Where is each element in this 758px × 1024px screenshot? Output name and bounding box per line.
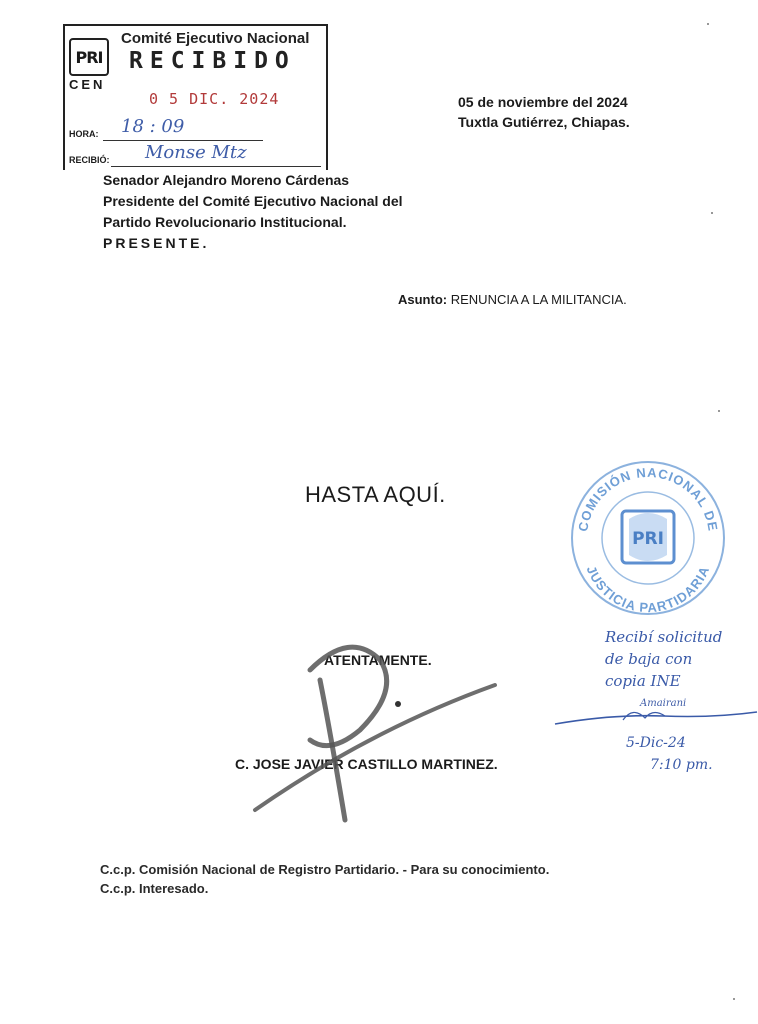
svg-text:JUSTICIA PARTIDARIA [584,563,713,615]
addressee-presente: PRESENTE. [103,235,210,251]
stamp-recibio-value: Monse Mtz [145,142,247,163]
subject-value: RENUNCIA A LA MILITANCIA. [450,292,627,307]
letter-date: 05 de noviembre del 2024 [458,94,628,110]
stamp-recibio-label: RECIBIÓ: [69,155,110,165]
subject-line [398,292,627,307]
stamp-org: Comité Ejecutivo Nacional [121,30,310,47]
stamp-received-word: RECIBIDO [129,48,296,74]
seal-logo-text: PRI [632,529,664,549]
stamp-hora-label: HORA: [69,129,99,139]
note-signature: Amairani [640,698,687,709]
letter-place: Tuxtla Gutiérrez, Chiapas. [458,114,630,130]
stamp-cen: CEN [69,77,106,92]
addressee-block [103,170,403,254]
scan-speck [707,23,709,25]
stamp-date: 0 5 DIC. 2024 [149,90,280,108]
scan-speck [711,212,713,214]
signer-name: C. JOSE JAVIER CASTILLO MARTINEZ. [235,756,498,772]
subject-label: Asunto: [398,292,448,307]
stamp-recibio-line [111,166,321,167]
note-signature-stroke [553,700,758,730]
note-time: 7:10 pm. [650,757,713,773]
seal-ring-top: COMISIÓN NACIONAL DE [575,464,721,533]
addressee-party: Partido Revolucionario Institucional. [103,214,347,230]
cc-line-1: C.c.p. Comisión Nacional de Registro Partidario. - Para su conocimiento. [100,862,550,877]
party-logo: PRI [69,38,109,76]
received-stamp [63,24,328,170]
letter-date-block [458,92,630,132]
letter-body: HASTA AQUÍ. [305,482,446,507]
scan-speck [718,410,720,412]
scan-speck [733,998,735,1000]
stamp-hora-line [103,140,263,141]
handwritten-note [605,626,722,692]
cc-block [100,860,549,898]
seal-ring-bottom: JUSTICIA PARTIDARIA [583,563,713,616]
addressee-name: Senador Alejandro Moreno Cárdenas [103,172,350,188]
signature-scribble [250,640,500,830]
note-datetime [626,732,713,776]
addressee-title: Presidente del Comité Ejecutivo Nacional del [103,193,403,209]
note-line-2: de baja con [605,650,693,668]
stamp-hora-value: 18 : 09 [121,116,185,137]
justice-commission-seal [569,459,727,617]
note-line-3: copia INE [605,672,681,690]
closing-salutation: ATENTAMENTE. [324,652,432,668]
note-line-1: Recibí solicitud [605,628,723,646]
note-date: 5-Dic-24 [626,735,686,751]
cc-line-2: C.c.p. Interesado. [100,881,209,896]
